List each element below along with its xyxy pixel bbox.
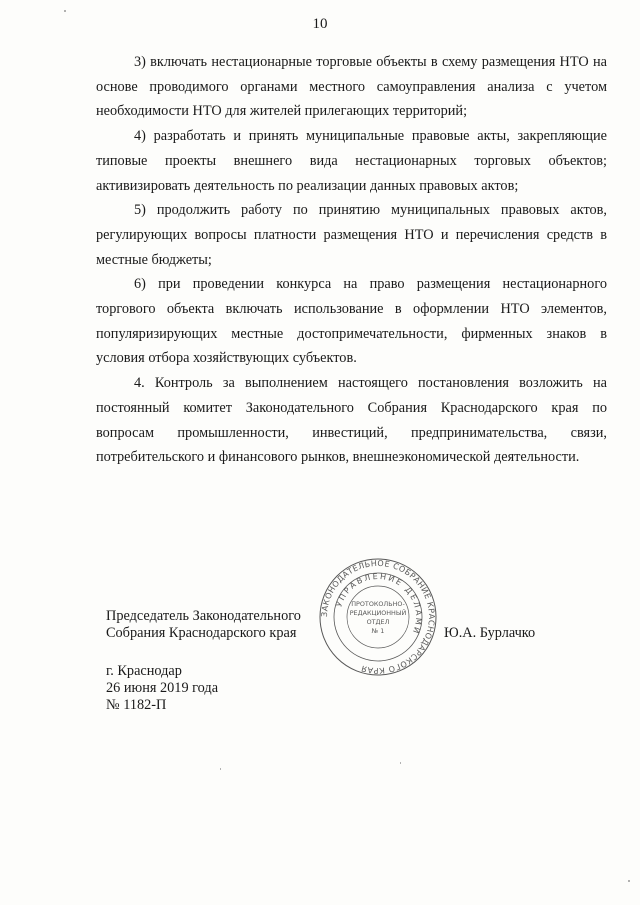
paragraph-control-clause: 4. Контроль за выполнением настоящего постановления возложить на постоянный комитет Законодательного Собрания Краснодарского края по вопросам промышленности, инвестиций, предпринимательства, связи, потребительского и финансового рынков, внешнеэкономической деятельности. <box>96 375 607 466</box>
seal-center-line1: ПРОТОКОЛЬНО- <box>351 600 405 608</box>
document-body <box>96 50 607 470</box>
seal-center-line3: ОТДЕЛ <box>366 618 390 626</box>
scan-speck <box>400 762 401 764</box>
paragraph-item-4: 4) разработать и принять муниципальные правовые акты, закрепляющие типовые проекты внешнего вида нестационарных торговых объектов; активизировать деятельность по реализации данных правовых актов; <box>96 128 607 194</box>
paragraph-item-5: 5) продолжить работу по принятию муниципальных правовых актов, регулирующих вопросы платности размещения НТО и перечисления средств в местные бюджеты; <box>96 202 607 268</box>
scan-speck <box>220 768 221 770</box>
place: г. Краснодар <box>106 663 182 679</box>
scan-speck <box>628 880 630 882</box>
seal-center-line4: № 1 <box>371 627 385 635</box>
official-seal-stamp <box>318 557 438 677</box>
paragraph-item-6: 6) при проведении конкурса на право размещения нестационарного торгового объекта включать использование в оформлении НТО элементов, популяризирующих местные достопримечательности, фирменных знаков в условия отбора хозяйствующих субъектов. <box>96 276 607 367</box>
date: 26 июня 2019 года <box>106 680 219 696</box>
signatory-role-line1: Председатель Законодательного <box>106 608 301 624</box>
signatory-name: Ю.А. Бурлачко <box>444 625 536 641</box>
page-number: 10 <box>312 16 328 32</box>
seal-center-line2: РЕДАКЦИОННЫЙ <box>349 609 407 617</box>
signatory-role-line2: Собрания Краснодарского края <box>106 625 297 641</box>
scan-speck <box>64 10 66 12</box>
paragraph-item-3: 3) включать нестационарные торговые объекты в схему размещения НТО на основе проводимого органами местного самоуправления анализа с учетом необходимости НТО для жителей прилегающих территорий; <box>96 54 607 120</box>
place-date-block <box>106 663 218 714</box>
seal-outer-text: ЗАКОНОДАТЕЛЬНОЕ СОБРАНИЕ КРАСНОДАРСКОГО КРАЯ <box>319 558 437 676</box>
document-number: № 1182-П <box>106 697 167 713</box>
seal-inner-text: УПРАВЛЕНИЕ ДЕЛАМИ <box>334 571 424 637</box>
signatory-role <box>106 608 301 642</box>
